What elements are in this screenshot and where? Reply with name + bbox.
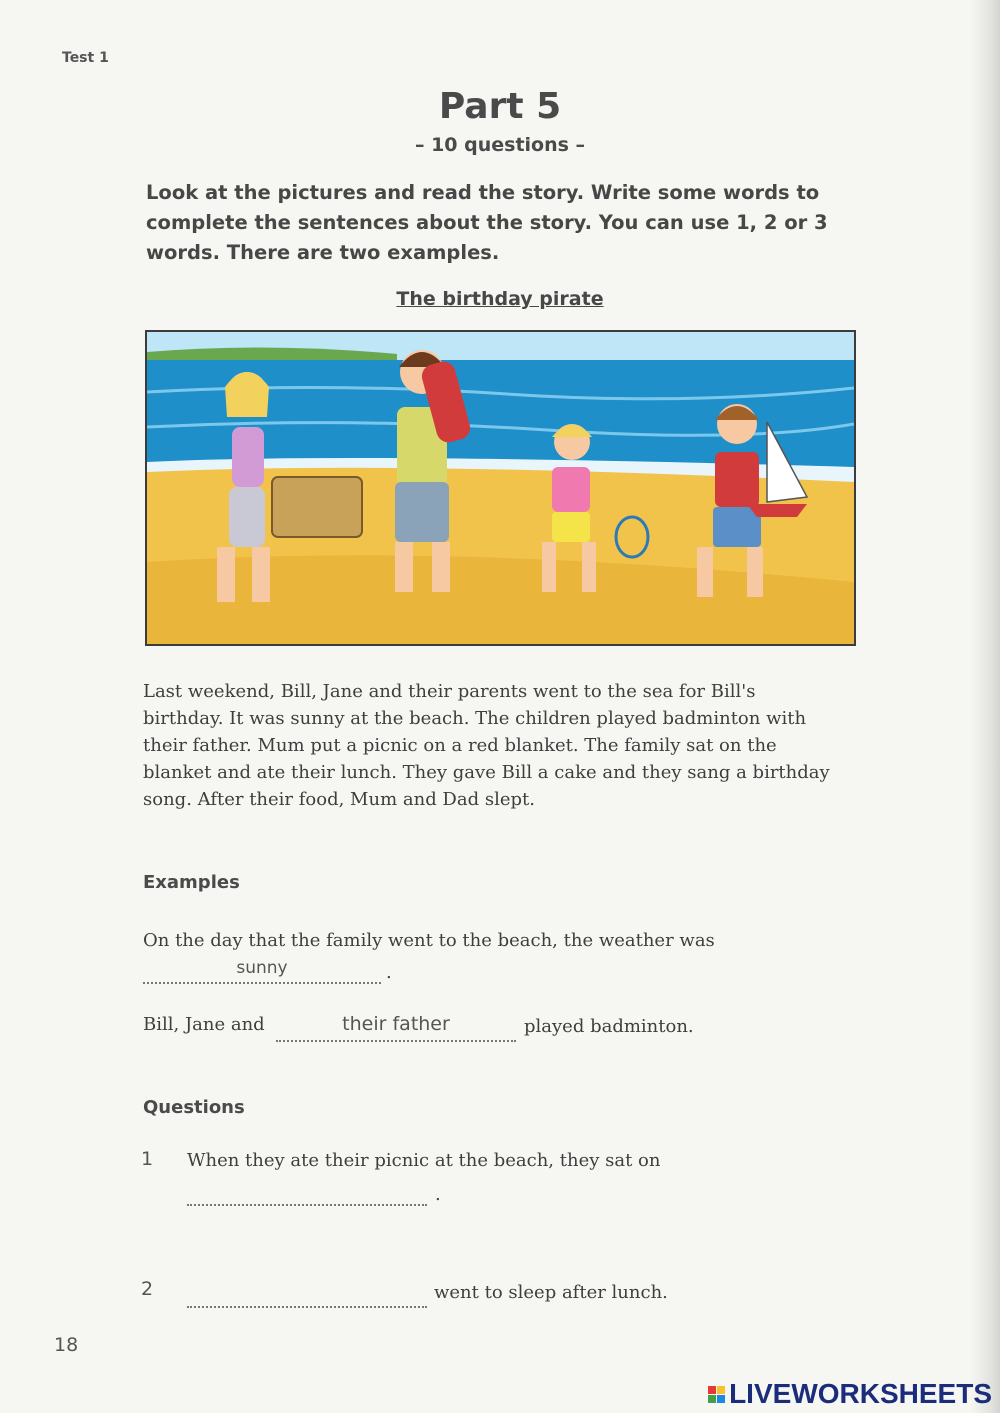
question-2-number: 2 [141, 1278, 154, 1300]
page-edge-shadow [970, 0, 1000, 1413]
examples-heading: Examples [143, 872, 240, 893]
example-2-answer: their father [342, 1013, 450, 1035]
question-1-number: 1 [141, 1148, 154, 1170]
beach-illustration [147, 332, 854, 644]
story-text: Last weekend, Bill, Jane and their parents went to the sea for Bill's birthday. It was sunny at the beach. The children played badminton with their father. Mum put a picnic on a red blanket. The family sat on the blanket and ate their lunch. They gave Bill a cake and they sang a birthday song. After their food, Mum and Dad slept. [143, 681, 830, 810]
instructions: Look at the pictures and read the story. Write some words to complete the sentences about the story. You can use 1, 2 or 3 words. There are two examples. [146, 181, 828, 264]
part-subtitle: – 10 questions – [414, 134, 586, 156]
example-1-text: On the day that the family went to the beach, the weather was [143, 930, 715, 951]
question-2-after: went to sleep after lunch. [434, 1282, 668, 1303]
example-1-end: . [386, 962, 392, 983]
part-title: Part 5 [438, 86, 562, 127]
example-2-before: Bill, Jane and [143, 1014, 265, 1035]
example-2-after: played badminton. [524, 1016, 694, 1037]
example-1-answer: sunny [236, 958, 288, 978]
story-title: The birthday pirate [396, 288, 604, 310]
question-1-text: When they ate their picnic at the beach, they sat on [187, 1150, 661, 1171]
question-2-answer-field[interactable] [187, 1286, 427, 1308]
question-1-answer-field[interactable] [187, 1184, 427, 1206]
liveworksheets-logo[interactable] [708, 1378, 992, 1410]
beach-picture [145, 330, 856, 646]
page-number: 18 [54, 1334, 79, 1356]
test-label: Test 1 [62, 50, 109, 66]
questions-heading: Questions [143, 1097, 245, 1118]
logo-mark-icon [708, 1386, 725, 1403]
logo-text: LIVEWORKSHEETS [729, 1378, 992, 1409]
question-1-end: . [435, 1184, 441, 1205]
picnic-basket [272, 477, 362, 537]
